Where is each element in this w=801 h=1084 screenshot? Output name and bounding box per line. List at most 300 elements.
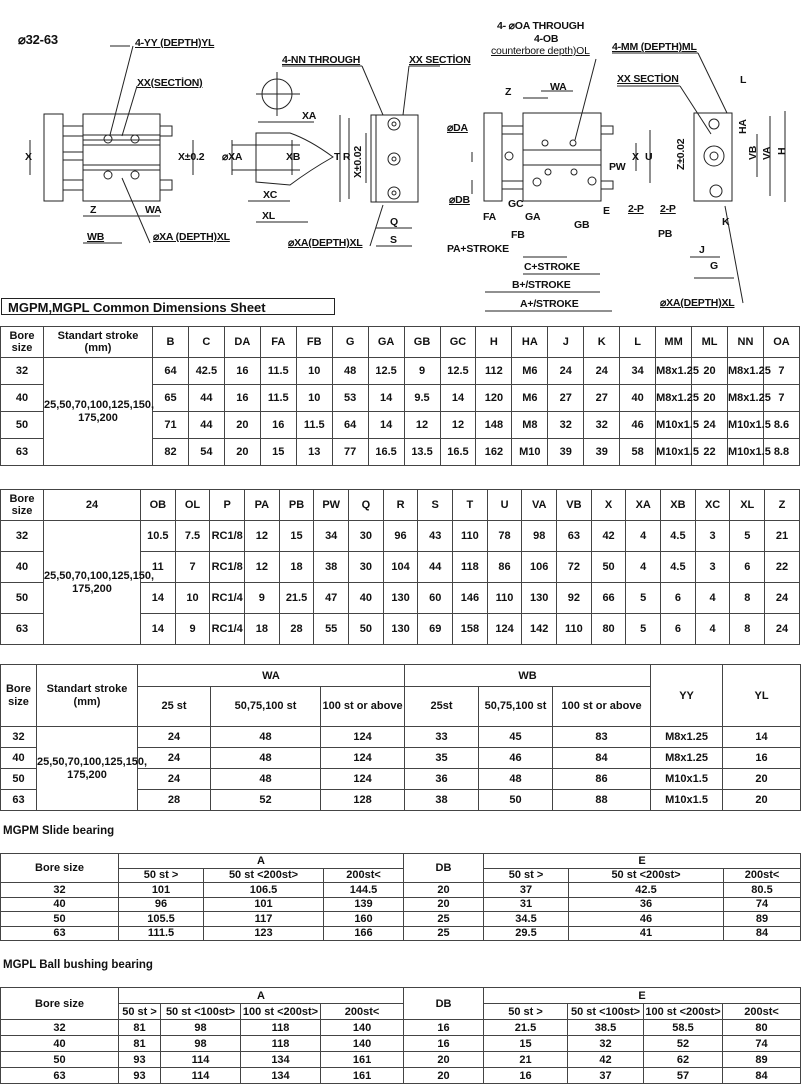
column-header: WA xyxy=(138,665,405,687)
value-cell: 124 xyxy=(321,748,405,769)
column-header: C xyxy=(188,327,224,358)
bore-size-cell: 32 xyxy=(1,521,44,552)
value-cell: 46 xyxy=(569,912,724,927)
value-cell: 20 xyxy=(723,790,801,811)
value-cell: 11.5 xyxy=(260,358,296,385)
column-header: GB xyxy=(404,327,440,358)
value-cell: 134 xyxy=(241,1068,321,1084)
value-cell: 25 xyxy=(404,912,484,927)
value-cell: 52 xyxy=(644,1036,723,1052)
value-cell: 96 xyxy=(119,897,204,912)
value-cell: 86 xyxy=(553,769,651,790)
dim-vb: VB xyxy=(747,145,759,160)
value-cell: M8x1.25 xyxy=(651,748,723,769)
column-header: K xyxy=(584,327,620,358)
value-cell: 114 xyxy=(161,1068,241,1084)
column-subheader: 200st< xyxy=(321,1004,404,1020)
value-cell: 120 xyxy=(476,385,512,412)
column-header: DB xyxy=(404,854,484,883)
value-cell: 6 xyxy=(661,614,696,645)
value-cell: 18 xyxy=(245,614,280,645)
value-cell: 50 xyxy=(349,614,384,645)
value-cell: 4 xyxy=(695,583,730,614)
table-row xyxy=(1,1036,801,1052)
value-cell: 80.5 xyxy=(724,883,801,898)
value-cell: 4 xyxy=(695,614,730,645)
value-cell: 84 xyxy=(724,926,801,941)
value-cell: 14 xyxy=(368,385,404,412)
column-subheader: 100 st <200st> xyxy=(241,1004,321,1020)
value-cell: 10.5 xyxy=(141,521,176,552)
value-cell: 45 xyxy=(479,727,553,748)
column-header: YY xyxy=(651,665,723,727)
value-cell: 123 xyxy=(204,926,324,941)
dim-xa: XA xyxy=(302,110,317,122)
value-cell: 43 xyxy=(418,521,453,552)
xa-depth-label-3: ⌀XA(DEPTH)XL xyxy=(660,297,735,309)
dim-pw: PW xyxy=(609,161,626,173)
value-cell: 148 xyxy=(476,412,512,439)
value-cell: 12 xyxy=(245,552,280,583)
column-header: Bore size xyxy=(1,988,119,1020)
bore-size-cell: 40 xyxy=(1,552,44,583)
value-cell: 31 xyxy=(484,897,569,912)
value-cell: 81 xyxy=(119,1036,161,1052)
value-cell: 41 xyxy=(569,926,724,941)
value-cell: 58.5 xyxy=(644,1020,723,1036)
value-cell: 21 xyxy=(484,1052,568,1068)
column-header: XC xyxy=(695,490,730,521)
value-cell: 110 xyxy=(453,521,488,552)
column-header: ML xyxy=(692,327,728,358)
value-cell: 24 xyxy=(138,769,211,790)
column-header: Standart stroke (mm) xyxy=(44,327,153,358)
value-cell: 8 xyxy=(730,614,765,645)
value-cell: 140 xyxy=(321,1020,404,1036)
column-header: A xyxy=(119,988,404,1004)
value-cell: 112 xyxy=(476,358,512,385)
dim-x-tol-2: X±0.02 xyxy=(352,145,364,178)
column-header: XL xyxy=(730,490,765,521)
value-cell: 101 xyxy=(204,897,324,912)
column-header: Standart stroke (mm) xyxy=(37,665,138,727)
value-cell: 36 xyxy=(405,769,479,790)
nn-through-label: 4-NN THROUGH xyxy=(282,54,361,66)
value-cell: 20 xyxy=(224,439,260,466)
value-cell: 20 xyxy=(723,769,801,790)
xx-section-label-3: XX SECTİON xyxy=(617,73,679,85)
value-cell: 48 xyxy=(211,748,321,769)
value-cell: 38.5 xyxy=(568,1020,644,1036)
bore-size-cell: 32 xyxy=(1,883,119,898)
value-cell: 64 xyxy=(153,358,189,385)
value-cell: 44 xyxy=(418,552,453,583)
value-cell: 40 xyxy=(349,583,384,614)
value-cell: M10x1.5 xyxy=(656,412,692,439)
value-cell: 80 xyxy=(723,1020,801,1036)
value-cell: 42 xyxy=(591,521,626,552)
value-cell: 64 xyxy=(332,412,368,439)
value-cell: 20 xyxy=(404,1068,484,1084)
value-cell: 71 xyxy=(153,412,189,439)
value-cell: 16 xyxy=(224,358,260,385)
column-header: G xyxy=(332,327,368,358)
value-cell: 10 xyxy=(175,583,210,614)
value-cell: 134 xyxy=(241,1052,321,1068)
column-subheader: 200st< xyxy=(324,868,404,883)
value-cell: 39 xyxy=(584,439,620,466)
xx-section-label-2: XX SECTİON xyxy=(409,54,471,66)
table-row xyxy=(1,727,801,748)
value-cell: M6 xyxy=(512,358,548,385)
slide-bearing-table xyxy=(0,853,801,941)
dim-x-2: X xyxy=(632,151,639,163)
port-p-label: 2-P xyxy=(628,203,644,215)
column-subheader: 50 st > xyxy=(484,868,569,883)
table-row xyxy=(1,883,801,898)
header-row xyxy=(1,327,800,358)
value-cell: 110 xyxy=(487,583,522,614)
oa-through-label: 4- ⌀OA THROUGH xyxy=(497,20,585,32)
dim-c-stroke: C+STROKE xyxy=(524,261,580,273)
dim-z-tol: Z±0.02 xyxy=(675,138,687,170)
value-cell: RC1/8 xyxy=(210,552,245,583)
value-cell: 6 xyxy=(661,583,696,614)
value-cell: 3 xyxy=(695,552,730,583)
column-subheader: 50,75,100 st xyxy=(479,687,553,727)
column-header: MM xyxy=(656,327,692,358)
bore-size-cell: 32 xyxy=(1,358,44,385)
value-cell: 128 xyxy=(321,790,405,811)
column-header: FA xyxy=(260,327,296,358)
value-cell: M8x1.25 xyxy=(656,385,692,412)
value-cell: 14 xyxy=(723,727,801,748)
dim-xc: XC xyxy=(263,189,278,201)
column-header: XB xyxy=(661,490,696,521)
value-cell: 11.5 xyxy=(296,412,332,439)
value-cell: 101 xyxy=(119,883,204,898)
value-cell: 34.5 xyxy=(484,912,569,927)
column-header: OL xyxy=(175,490,210,521)
table-row xyxy=(1,912,801,927)
value-cell: 5 xyxy=(626,614,661,645)
value-cell: 24 xyxy=(765,583,800,614)
column-header: DA xyxy=(224,327,260,358)
column-subheader: 25st xyxy=(405,687,479,727)
bore-size-cell: 40 xyxy=(1,748,37,769)
value-cell: 83 xyxy=(553,727,651,748)
header-row xyxy=(1,665,801,687)
value-cell: 130 xyxy=(383,614,418,645)
column-header: NN xyxy=(728,327,764,358)
value-cell: 16 xyxy=(723,748,801,769)
value-cell: 27 xyxy=(584,385,620,412)
bore-size-cell: 63 xyxy=(1,614,44,645)
dim-x-tol: X±0.2 xyxy=(178,151,205,163)
table-row xyxy=(1,521,800,552)
column-header: T xyxy=(453,490,488,521)
value-cell: M8x1.25 xyxy=(728,385,764,412)
column-subheader: 100 st or above xyxy=(553,687,651,727)
value-cell: 7 xyxy=(763,358,799,385)
value-cell: 47 xyxy=(314,583,349,614)
value-cell: 82 xyxy=(153,439,189,466)
value-cell: 20 xyxy=(224,412,260,439)
ball-bushing-table xyxy=(0,987,801,1084)
value-cell: 4 xyxy=(626,521,661,552)
value-cell: 32 xyxy=(548,412,584,439)
column-subheader: 50 st > xyxy=(484,1004,568,1020)
dim-xl: XL xyxy=(262,210,276,222)
value-cell: 53 xyxy=(332,385,368,412)
value-cell: 89 xyxy=(723,1052,801,1068)
value-cell: 32 xyxy=(584,412,620,439)
dim-pb: PB xyxy=(658,228,673,240)
value-cell: 142 xyxy=(522,614,557,645)
dim-db: ⌀DB xyxy=(449,194,470,206)
column-header: Z xyxy=(765,490,800,521)
value-cell: M10x1.5 xyxy=(728,439,764,466)
dim-h: H xyxy=(776,147,788,155)
value-cell: 35 xyxy=(405,748,479,769)
xa-depth-label-2: ⌀XA(DEPTH)XL xyxy=(288,237,363,249)
column-subheader: 50 st > xyxy=(119,868,204,883)
common-dimensions-table-1 xyxy=(0,326,800,466)
dim-xa-dia: ⌀XA xyxy=(222,151,243,163)
table-row xyxy=(1,926,801,941)
value-cell: 106.5 xyxy=(204,883,324,898)
column-header: GA xyxy=(368,327,404,358)
column-header: R xyxy=(383,490,418,521)
value-cell: 69 xyxy=(418,614,453,645)
value-cell: M8x1.25 xyxy=(651,727,723,748)
value-cell: 5 xyxy=(626,583,661,614)
column-header: VA xyxy=(522,490,557,521)
bore-size-cell: 50 xyxy=(1,412,44,439)
value-cell: 162 xyxy=(476,439,512,466)
value-cell: 52 xyxy=(211,790,321,811)
value-cell: 161 xyxy=(321,1052,404,1068)
value-cell: 20 xyxy=(404,883,484,898)
value-cell: 13.5 xyxy=(404,439,440,466)
value-cell: 50 xyxy=(479,790,553,811)
value-cell: 7 xyxy=(763,385,799,412)
value-cell: 118 xyxy=(241,1036,321,1052)
header-row xyxy=(1,988,801,1004)
value-cell: 65 xyxy=(153,385,189,412)
column-header: Bore size xyxy=(1,665,37,727)
value-cell: 124 xyxy=(487,614,522,645)
value-cell: 72 xyxy=(557,552,592,583)
value-cell: M8 xyxy=(512,412,548,439)
value-cell: 16 xyxy=(404,1020,484,1036)
standard-stroke-cell: 25,50,70,100,125,150, 175,200 xyxy=(44,358,153,466)
mm-depth-label: 4-MM (DEPTH)ML xyxy=(612,41,697,53)
dim-fa: FA xyxy=(483,211,497,223)
value-cell: 104 xyxy=(383,552,418,583)
value-cell: 34 xyxy=(620,358,656,385)
table-row xyxy=(1,1052,801,1068)
column-header: WB xyxy=(405,665,651,687)
value-cell: 24 xyxy=(138,727,211,748)
column-header: DB xyxy=(404,988,484,1020)
value-cell: 24 xyxy=(584,358,620,385)
sheet-title: MGPM,MGPL Common Dimensions Sheet xyxy=(1,298,335,315)
value-cell: 60 xyxy=(418,583,453,614)
value-cell: 39 xyxy=(548,439,584,466)
value-cell: 28 xyxy=(279,614,314,645)
value-cell: 160 xyxy=(324,912,404,927)
value-cell: 96 xyxy=(383,521,418,552)
dim-wb: WB xyxy=(87,231,105,243)
value-cell: 46 xyxy=(479,748,553,769)
value-cell: 88 xyxy=(553,790,651,811)
value-cell: 146 xyxy=(453,583,488,614)
value-cell: 74 xyxy=(724,897,801,912)
dim-ha: HA xyxy=(737,119,749,134)
column-header: E xyxy=(484,988,801,1004)
column-subheader: 50 st <200st> xyxy=(569,868,724,883)
value-cell: M10x1.5 xyxy=(728,412,764,439)
value-cell: 22 xyxy=(692,439,728,466)
column-header: OA xyxy=(763,327,799,358)
table-row xyxy=(1,1068,801,1084)
value-cell: 42 xyxy=(568,1052,644,1068)
value-cell: 12.5 xyxy=(440,358,476,385)
bore-size-cell: 40 xyxy=(1,1036,119,1052)
table-row xyxy=(1,358,800,385)
value-cell: 33 xyxy=(405,727,479,748)
column-header: PB xyxy=(279,490,314,521)
value-cell: 9 xyxy=(245,583,280,614)
bore-size-cell: 63 xyxy=(1,926,119,941)
dim-x: X xyxy=(25,151,32,163)
value-cell: 28 xyxy=(138,790,211,811)
value-cell: 48 xyxy=(332,358,368,385)
bore-size-cell: 32 xyxy=(1,727,37,748)
bore-size-cell: 32 xyxy=(1,1020,119,1036)
value-cell: 24 xyxy=(138,748,211,769)
value-cell: 3 xyxy=(695,521,730,552)
value-cell: 34 xyxy=(314,521,349,552)
value-cell: 29.5 xyxy=(484,926,569,941)
value-cell: 86 xyxy=(487,552,522,583)
value-cell: 16 xyxy=(484,1068,568,1084)
value-cell: 62 xyxy=(644,1052,723,1068)
value-cell: 36 xyxy=(569,897,724,912)
value-cell: 4 xyxy=(626,552,661,583)
value-cell: 24 xyxy=(548,358,584,385)
dim-e: E xyxy=(603,205,610,217)
value-cell: 140 xyxy=(321,1036,404,1052)
value-cell: 16.5 xyxy=(440,439,476,466)
subheader-row xyxy=(1,1004,801,1020)
dim-fb: FB xyxy=(511,229,525,241)
column-header: FB xyxy=(296,327,332,358)
value-cell: M8x1.25 xyxy=(728,358,764,385)
value-cell: 74 xyxy=(723,1036,801,1052)
column-header: Bore size xyxy=(1,327,44,358)
value-cell: 11.5 xyxy=(260,385,296,412)
value-cell: 24 xyxy=(765,614,800,645)
dim-u: U xyxy=(645,151,653,163)
value-cell: M8x1.25 xyxy=(656,358,692,385)
value-cell: 16 xyxy=(404,1036,484,1052)
value-cell: 158 xyxy=(453,614,488,645)
value-cell: 27 xyxy=(548,385,584,412)
value-cell: 10 xyxy=(296,358,332,385)
value-cell: M10x1.5 xyxy=(651,790,723,811)
value-cell: 12 xyxy=(440,412,476,439)
dim-gc: GC xyxy=(508,198,524,210)
slide-bearing-title: MGPM Slide bearing xyxy=(3,825,115,837)
value-cell: 78 xyxy=(487,521,522,552)
value-cell: 50 xyxy=(591,552,626,583)
value-cell: 105.5 xyxy=(119,912,204,927)
value-cell: M10x1.5 xyxy=(651,769,723,790)
value-cell: 130 xyxy=(522,583,557,614)
value-cell: 14 xyxy=(368,412,404,439)
value-cell: 44 xyxy=(188,412,224,439)
value-cell: 16 xyxy=(260,412,296,439)
value-cell: 161 xyxy=(321,1068,404,1084)
value-cell: 48 xyxy=(479,769,553,790)
value-cell: 93 xyxy=(119,1068,161,1084)
value-cell: 14 xyxy=(141,614,176,645)
value-cell: 118 xyxy=(241,1020,321,1036)
table-row xyxy=(1,897,801,912)
value-cell: 89 xyxy=(724,912,801,927)
value-cell: 166 xyxy=(324,926,404,941)
column-subheader: 50 st <200st> xyxy=(204,868,324,883)
dim-a-stroke: A+/STROKE xyxy=(520,298,579,310)
value-cell: 46 xyxy=(620,412,656,439)
value-cell: 38 xyxy=(314,552,349,583)
dim-wa-2: WA xyxy=(550,81,567,93)
column-header: OB xyxy=(141,490,176,521)
value-cell: 58 xyxy=(620,439,656,466)
header-row xyxy=(1,854,801,869)
value-cell: 21.5 xyxy=(279,583,314,614)
dim-va: VA xyxy=(761,146,773,160)
dim-xb: XB xyxy=(286,151,301,163)
value-cell: 98 xyxy=(161,1020,241,1036)
value-cell: 66 xyxy=(591,583,626,614)
value-cell: 12.5 xyxy=(368,358,404,385)
value-cell: 20 xyxy=(692,358,728,385)
value-cell: 20 xyxy=(404,1052,484,1068)
column-subheader: 200st< xyxy=(723,1004,801,1020)
value-cell: 114 xyxy=(161,1052,241,1068)
value-cell: 98 xyxy=(161,1036,241,1052)
column-subheader: 100 st <200st> xyxy=(645,1005,721,1018)
bore-size-cell: 40 xyxy=(1,385,44,412)
bore-size-cell: 63 xyxy=(1,1068,119,1084)
xa-depth-label: ⌀XA (DEPTH)XL xyxy=(153,231,230,243)
value-cell: 44 xyxy=(188,385,224,412)
column-header: GC xyxy=(440,327,476,358)
value-cell: 10 xyxy=(296,385,332,412)
value-cell: RC1/4 xyxy=(210,583,245,614)
value-cell: 4.5 xyxy=(661,521,696,552)
value-cell: 16.5 xyxy=(368,439,404,466)
bore-size-cell: 40 xyxy=(1,897,119,912)
value-cell: 37 xyxy=(568,1068,644,1084)
value-cell: 32 xyxy=(568,1036,644,1052)
column-subheader: 50 st > xyxy=(119,1004,161,1020)
dim-z-2: Z xyxy=(505,86,512,98)
value-cell: 38 xyxy=(405,790,479,811)
